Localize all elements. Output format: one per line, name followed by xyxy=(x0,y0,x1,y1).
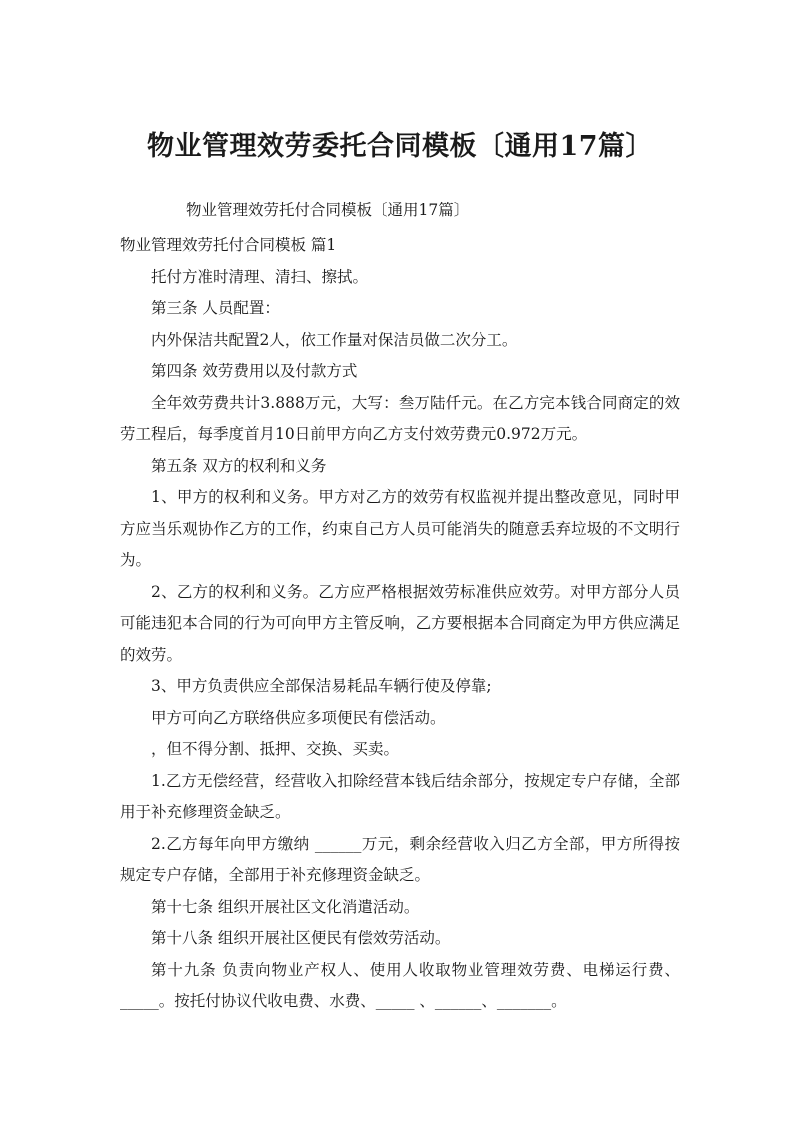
paragraph: ，但不得分割、抵押、交换、买卖。 xyxy=(151,740,400,758)
paragraph: 托付方准时清理、清扫、擦拭。 xyxy=(151,267,369,286)
paragraph: 2.乙方每年向甲方缴纳 ______万元，剩余经营收入归乙方全部，甲方所得按规定专户存储，全部用于补充修理资金缺乏。 xyxy=(120,834,680,884)
document-title: 物业管理效劳委托合同模板〔通用17篇〕 xyxy=(146,131,654,162)
document-body xyxy=(120,230,680,1018)
paragraph: 内外保洁共配置2人，依工作量对保洁员做二次分工。 xyxy=(151,330,518,349)
paragraph: 2、乙方的权利和义务。乙方应严格根据效劳标准供应效劳。对甲方部分人员可能违犯本合同的行为可向甲方主管反响，乙方要根据本合同商定为甲方供应满足的效劳。 xyxy=(120,582,680,664)
article-heading: 第十七条 组织开展社区文化消遣活动。 xyxy=(151,897,420,916)
article-heading: 第三条 人员配置： xyxy=(151,299,280,317)
section-heading: 物业管理效劳托付合同模板 篇1 xyxy=(120,236,337,254)
paragraph: 3、甲方负责供应全部保洁易耗品车辆行使及停靠; xyxy=(151,677,492,695)
document-subtitle: 物业管理效劳托付合同模板〔通用17篇〕 xyxy=(186,201,470,219)
article-heading: 第五条 双方的权利和义务 xyxy=(151,456,327,475)
paragraph: 全年效劳费共计3.888万元，大写：叁万陆仟元。在乙方完本钱合同商定的效劳工程后，每季度首月10日前甲方向乙方支付效劳费元0.972万元。 xyxy=(120,393,680,443)
paragraph: 甲方可向乙方联络供应多项便民有偿活动。 xyxy=(151,708,446,727)
article-heading: 第十八条 组织开展社区便民有偿效劳活动。 xyxy=(151,929,451,947)
paragraph: 1、甲方的权利和义务。甲方对乙方的效劳有权监视并提出整改意见，同时甲方应当乐观协作乙方的工作，约束自己方人员可能消失的随意丢弃垃圾的不文明行为。 xyxy=(120,488,680,569)
article-heading: 第四条 效劳费用以及付款方式 xyxy=(151,362,358,380)
paragraph: 第十九条 负责向物业产权人、使用人收取物业管理效劳费、电梯运行费、_____。按托付协议代收电费、水费、_____ 、______、_______。 xyxy=(120,960,680,1010)
paragraph: 1.乙方无偿经营，经营收入扣除经营本钱后结余部分，按规定专户存储，全部用于补充修理资金缺乏。 xyxy=(120,771,680,821)
